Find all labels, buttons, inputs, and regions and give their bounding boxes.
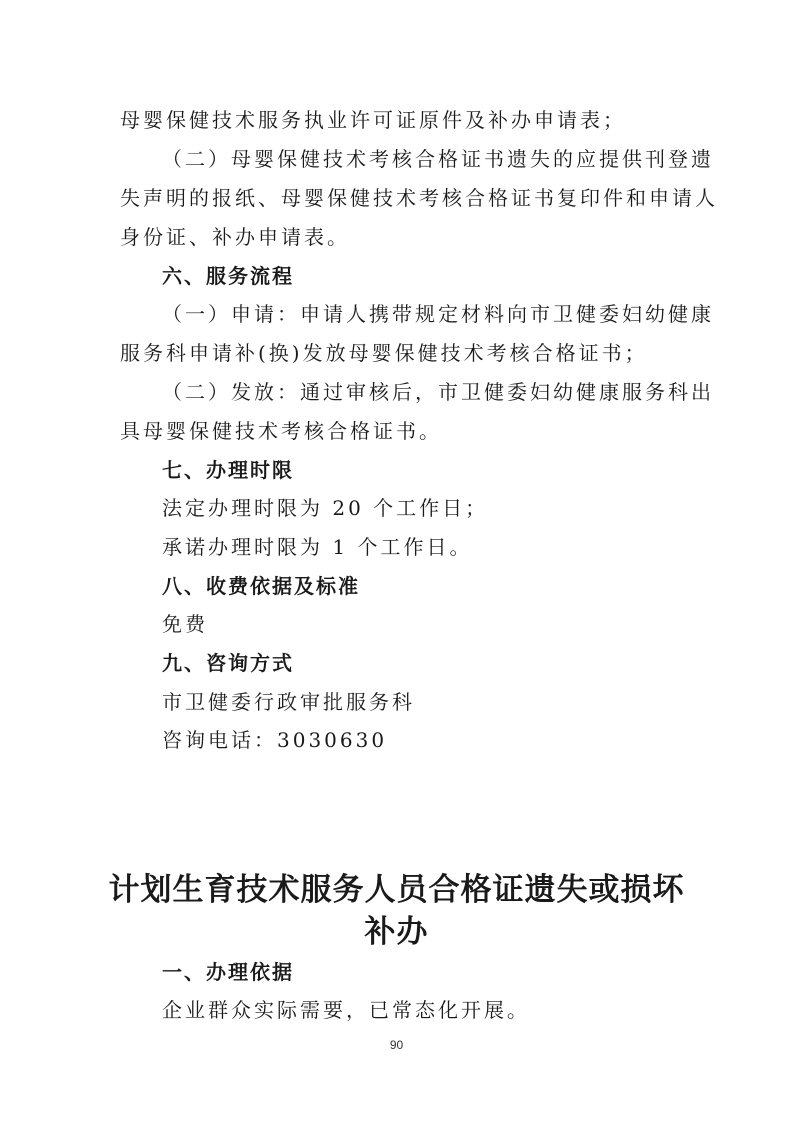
section-heading-service-process: 六、服务流程 — [162, 264, 294, 288]
document-title-line1: 计划生育技术服务人员合格证遗失或损坏 — [108, 872, 685, 908]
section-heading-time-limit: 七、办理时限 — [162, 458, 294, 482]
paragraph-line: （一）申请：申请人携带规定材料向市卫健委妇幼健康 — [162, 302, 714, 326]
section-heading-consultation: 九、咨询方式 — [162, 651, 294, 675]
document-title-line2: 补办 — [364, 914, 429, 950]
paragraph-line: 具母婴保健技术考核合格证书。 — [120, 419, 442, 443]
section-heading-basis: 一、办理依据 — [162, 960, 294, 984]
section-heading-fees: 八、收费依据及标准 — [162, 574, 360, 598]
paragraph-line: 免费 — [162, 612, 208, 636]
consultation-phone: 咨询电话：3030630 — [162, 728, 388, 752]
paragraph-line: （二）母婴保健技术考核合格证书遗失的应提供刊登遗 — [162, 147, 714, 171]
paragraph-line: 法定办理时限为 20 个工作日； — [162, 496, 489, 520]
paragraph-line: 身份证、补办申请表。 — [120, 225, 350, 249]
paragraph-line: 母婴保健技术服务执业许可证原件及补办申请表； — [120, 108, 626, 132]
paragraph-line: 失声明的报纸、母婴保健技术考核合格证书复印件和申请人 — [120, 186, 718, 210]
paragraph-line: 承诺办理时限为 1 个工作日。 — [162, 535, 473, 559]
paragraph-line: （二）发放：通过审核后，市卫健委妇幼健康服务科出 — [162, 380, 714, 404]
page-number: 90 — [389, 1038, 404, 1052]
paragraph-line: 市卫健委行政审批服务科 — [162, 690, 415, 714]
paragraph-line: 服务科申请补(换)发放母婴保健技术考核合格证书； — [120, 341, 648, 365]
paragraph-line: 企业群众实际需要，已常态化开展。 — [162, 998, 530, 1022]
